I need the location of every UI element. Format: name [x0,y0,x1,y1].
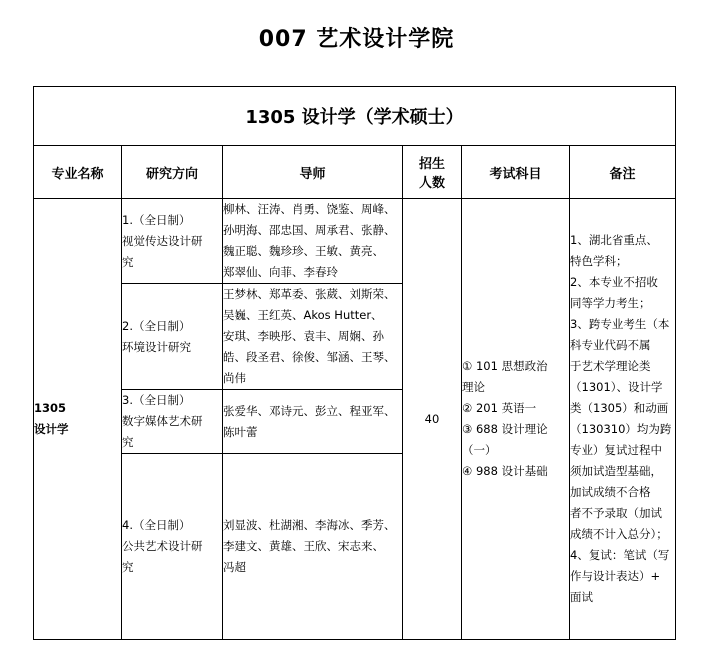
advisor-line: 张爱华、邓诗元、彭立、程亚军、 [223,403,396,418]
note-line: 于艺术学理论类 [570,359,651,373]
note-line: 2、本专业不招收 [570,275,658,289]
note-line: （130310）均为跨 [570,422,672,436]
direction-cell [122,284,223,390]
direction-line: 3.（全日制） [122,393,191,407]
note-line: 加试成绩不合格 [570,485,651,499]
advisor-line: 刘显波、杜湖湘、李海冰、季芳、 [223,518,396,532]
major-name: 设计学 [34,422,69,436]
advisors-cell [223,284,403,390]
exam-line: ② 201 英语一 [462,401,537,415]
direction-line: 究 [122,254,134,269]
note-line: 3、跨专业考生（本 [570,317,670,331]
direction-line: 视觉传达设计研 [122,233,203,248]
direction-line: 究 [122,435,134,449]
exam-line: 理论 [462,380,485,394]
note-line: （1301）、设计学 [570,380,663,394]
header-direction: 研究方向 [122,146,223,199]
advisor-line: 李建文、黄雄、王欣、宋志来、 [223,539,384,553]
header-row [34,146,676,199]
note-line: 成绩不计入总分）； [570,527,668,541]
note-line: 须加试造型基础， [570,464,662,478]
header-enrollment-line2: 人数 [418,176,445,191]
note-line: 科专业代码不属 [570,338,651,352]
note-line: 类（1305）和动画 [570,401,669,415]
direction-cell [122,390,223,454]
advisor-line: 皓、段圣君、徐俊、邹涵、王琴、 [223,350,396,364]
advisor-line: 王梦林、郑革委、张葳、刘斯荣、 [223,287,396,301]
page-title: 007 艺术设计学院 [258,27,455,52]
direction-line: 究 [122,560,134,574]
header-advisors: 导师 [223,146,403,199]
direction-line: 环境设计研究 [122,339,191,354]
header-exam: 考试科目 [462,146,570,199]
advisor-line: 冯超 [223,560,246,574]
note-line: 1、湖北省重点、 [570,233,658,247]
exam-line: ③ 688 设计理论 [462,422,548,436]
header-notes: 备注 [570,146,676,199]
advisors-cell [223,454,403,640]
note-line: 特色学科； [570,254,628,268]
exam-cell [462,199,570,640]
advisor-line: 魏正聪、魏珍珍、王敏、黄亮、 [223,244,384,258]
advisor-line: 陈叶蕾 [223,424,258,439]
note-line: 同等学力考生； [570,296,651,310]
direction-line: 4.（全日制） [122,518,191,532]
note-line: 专业）复试过程中 [570,443,662,457]
program-table [33,86,676,640]
direction-line: 公共艺术设计研 [122,539,203,553]
exam-line: （一） [462,443,497,457]
advisors-cell [223,390,403,454]
major-cell [34,199,122,640]
table-caption-row [34,87,676,146]
note-line: 面试 [570,590,593,604]
advisor-line: 孙明海、邵忠国、周承君、张静、 [223,223,396,237]
exam-line: ① 101 思想政治 [462,359,548,373]
enrollment-cell: 40 [403,199,462,640]
advisor-line: 尚伟 [223,371,246,385]
advisor-line: 吴巍、王红英、Akos Hutter、 [223,308,383,322]
note-line: 作与设计表达）+ [570,569,661,583]
notes-cell [570,199,676,640]
advisor-line: 安琪、李映彤、袁丰、周娴、孙 [223,329,384,343]
header-enrollment-line1: 招生 [418,157,445,172]
direction-cell [122,454,223,640]
note-line: 4、复试：笔试（写 [570,548,670,562]
note-line: 者不予录取（加试 [570,506,662,520]
major-code: 1305 [34,401,67,415]
advisor-line: 柳林、汪涛、肖勇、饶鉴、周峰、 [223,202,396,216]
direction-cell [122,199,223,284]
table-row [34,199,676,284]
table-caption: 1305 设计学（学术硕士） [34,87,676,146]
direction-line: 1.（全日制） [122,212,191,227]
header-major: 专业名称 [34,146,122,199]
advisors-cell [223,199,403,284]
direction-line: 2.（全日制） [122,318,191,333]
advisor-line: 郑翠仙、向菲、李春玲 [223,265,338,279]
exam-line: ④ 988 设计基础 [462,464,548,478]
header-enrollment [403,146,462,199]
direction-line: 数字媒体艺术研 [122,414,203,428]
